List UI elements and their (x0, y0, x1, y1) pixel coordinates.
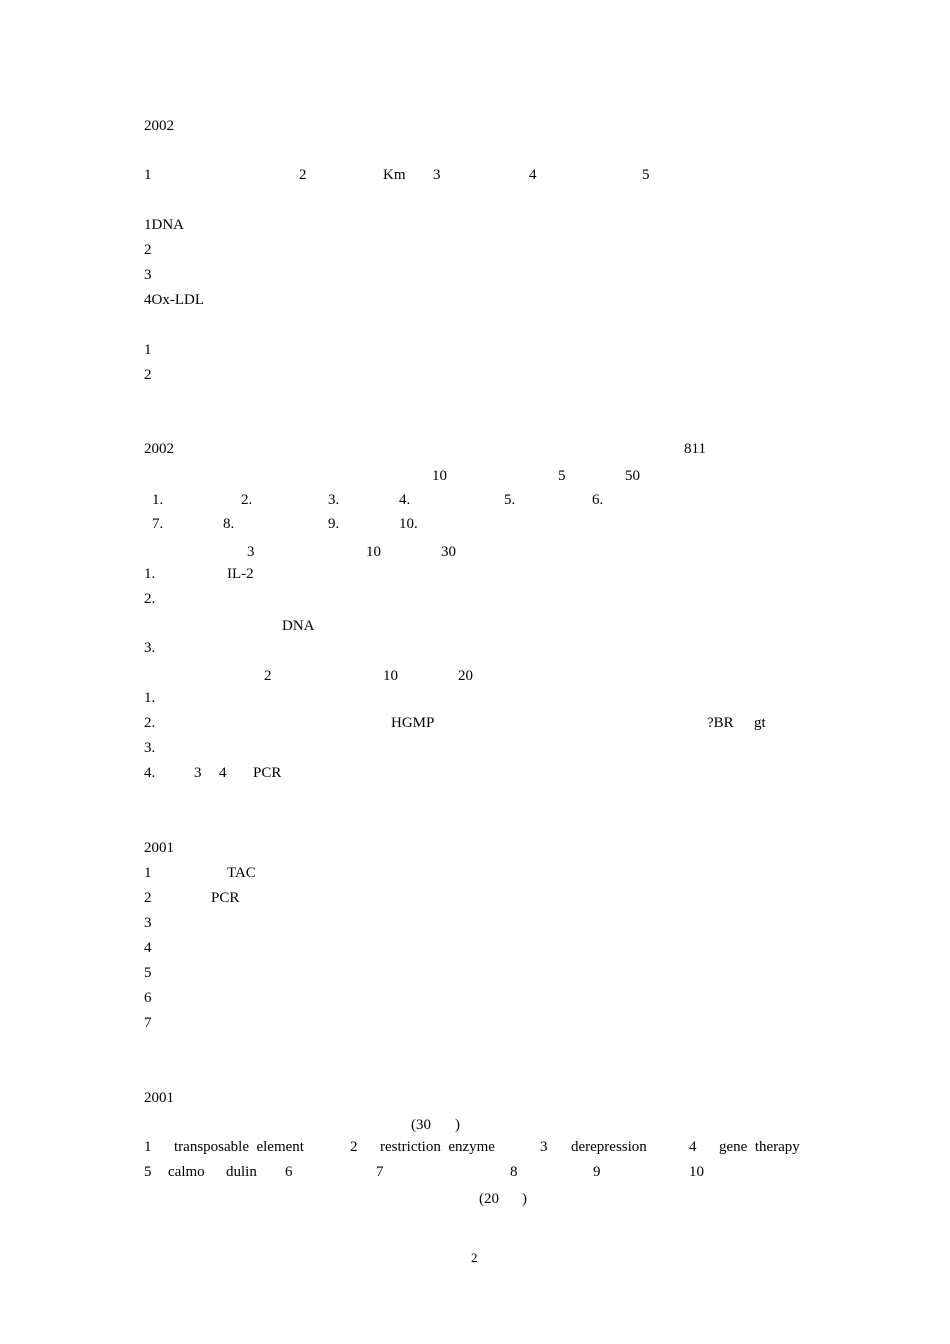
item-number: 3 (540, 1139, 548, 1155)
question-line: 4Ox-LDL (144, 292, 204, 308)
item-number: 2 (144, 890, 152, 906)
term-number: 6. (592, 492, 604, 508)
term-number: 1. (152, 492, 164, 508)
section-header-value: 10 (366, 544, 381, 560)
term-number: 10. (399, 516, 418, 532)
term-number: 5. (504, 492, 516, 508)
item-number: 1 (144, 1139, 152, 1155)
section-header-value: (20 (479, 1191, 499, 1207)
year-heading: 2001 (144, 1090, 174, 1106)
item-number: 6 (144, 990, 152, 1006)
section-header-value: 5 (558, 468, 566, 484)
item-number: 3 (144, 915, 152, 931)
term-number: 2. (241, 492, 253, 508)
item-number: 7 (144, 1015, 152, 1031)
term-text: gene therapy (719, 1139, 800, 1155)
section-header-value: 10 (432, 468, 447, 484)
section-header-value: 30 (441, 544, 456, 560)
question-number: 1. (144, 690, 156, 706)
section-header-value: 3 (247, 544, 255, 560)
term-text: gt (754, 715, 766, 731)
term-number: 8. (223, 516, 235, 532)
item-number: 9 (593, 1164, 601, 1180)
question-number: 2. (144, 715, 156, 731)
question-line: 1 (144, 342, 152, 358)
item-number: 3 (433, 167, 441, 183)
item-number: 5 (144, 1164, 152, 1180)
item-number: 5 (642, 167, 650, 183)
question-number: 4. (144, 765, 156, 781)
item-number: 4 (689, 1139, 697, 1155)
question-line: 3 (144, 267, 152, 283)
page-number: 2 (471, 1250, 478, 1265)
question-number: 3. (144, 640, 156, 656)
term-text: Km (383, 167, 406, 183)
term-text: DNA (282, 618, 315, 634)
section-header-value: 50 (625, 468, 640, 484)
term-text: PCR (211, 890, 240, 906)
item-number: 5 (144, 965, 152, 981)
section-header-value: ) (522, 1191, 527, 1207)
section-header-value: ) (455, 1117, 460, 1133)
term-text: TAC (227, 865, 256, 881)
term-number: 7. (152, 516, 164, 532)
section-header-value: 2 (264, 668, 272, 684)
item-number: 4 (529, 167, 537, 183)
item-number: 4 (219, 765, 227, 781)
exam-code: 811 (684, 441, 706, 457)
term-text: transposable element (174, 1139, 304, 1155)
term-number: 9. (328, 516, 340, 532)
term-text: dulin (226, 1164, 257, 1180)
question-line: 2 (144, 367, 152, 383)
item-number: 7 (376, 1164, 384, 1180)
item-number: 2 (299, 167, 307, 183)
item-number: 4 (144, 940, 152, 956)
item-number: 3 (194, 765, 202, 781)
term-number: 4. (399, 492, 411, 508)
item-number: 1 (144, 167, 152, 183)
term-text: PCR (253, 765, 282, 781)
item-number: 1 (144, 865, 152, 881)
question-line: 2 (144, 242, 152, 258)
item-number: 10 (689, 1164, 704, 1180)
term-number: 3. (328, 492, 340, 508)
item-number: 2 (350, 1139, 358, 1155)
term-text: derepression (571, 1139, 647, 1155)
year-heading: 2002 (144, 441, 174, 457)
item-number: 6 (285, 1164, 293, 1180)
year-heading: 2002 (144, 118, 174, 134)
section-header-value: 10 (383, 668, 398, 684)
question-number: 2. (144, 591, 156, 607)
year-heading: 2001 (144, 840, 174, 856)
item-number: 8 (510, 1164, 518, 1180)
question-number: 3. (144, 740, 156, 756)
term-text: ?BR (707, 715, 734, 731)
term-text: restriction enzyme (380, 1139, 495, 1155)
section-header-value: (30 (411, 1117, 431, 1133)
question-line: 1DNA (144, 217, 184, 233)
term-text: IL-2 (227, 566, 254, 582)
section-header-value: 20 (458, 668, 473, 684)
term-text: HGMP (391, 715, 435, 731)
term-text: calmo (168, 1164, 205, 1180)
question-number: 1. (144, 566, 156, 582)
